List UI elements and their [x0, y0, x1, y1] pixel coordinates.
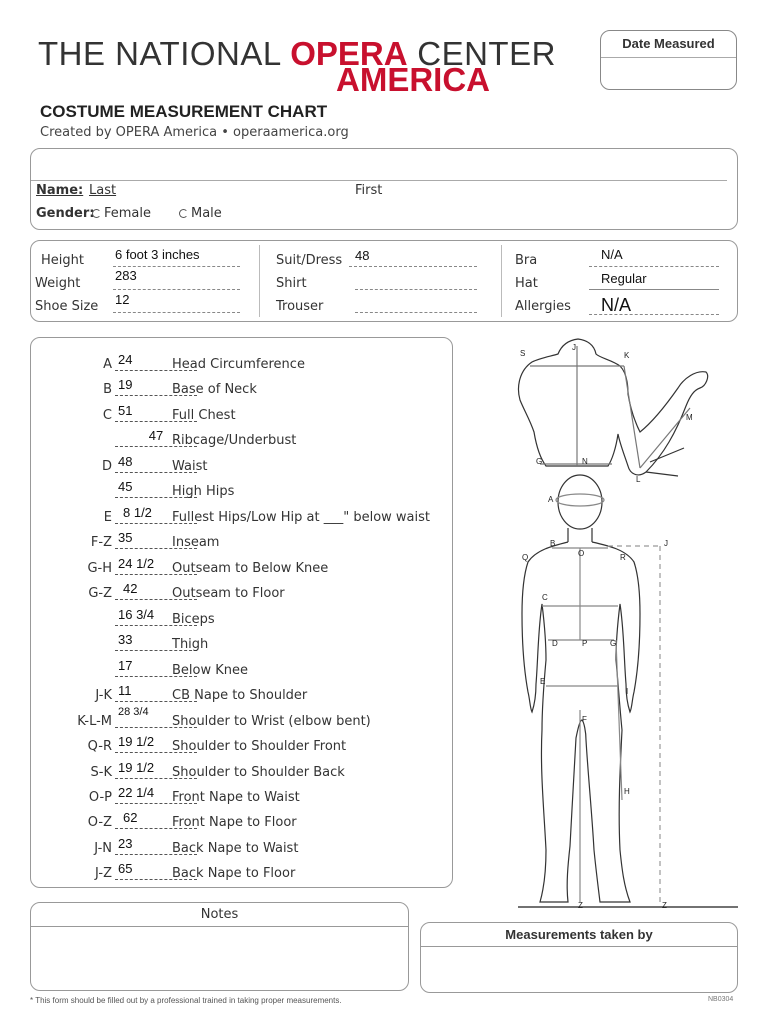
figure-label: J — [572, 343, 576, 352]
figure-label: H — [624, 787, 630, 796]
measurement-code: A — [103, 357, 112, 372]
logo-text-opera: OPERA — [290, 35, 408, 72]
figure-label: R — [620, 553, 626, 562]
weight-label: Weight — [35, 276, 81, 291]
figure-label: E — [540, 677, 546, 686]
figure-label: Z — [578, 901, 583, 910]
measurement-code: B — [103, 382, 112, 397]
measurement-code: K-L-M — [77, 714, 112, 729]
measurement-label: Fullest Hips/Low Hip at ___" below waist — [172, 510, 430, 525]
measurement-value[interactable]: 47 — [148, 428, 164, 443]
allergies-label: Allergies — [515, 299, 571, 314]
measurement-value[interactable]: 23 — [118, 836, 133, 851]
measurement-label: Shoulder to Wrist (elbow bent) — [172, 714, 371, 729]
hat-label: Hat — [515, 276, 538, 291]
bra-label: Bra — [515, 253, 538, 268]
measurement-value[interactable]: 62 — [123, 810, 138, 825]
gender-label: Gender: — [36, 206, 95, 221]
female-radio-icon[interactable] — [92, 209, 101, 218]
figure-label: I — [626, 687, 629, 696]
measurement-value[interactable]: 65 — [118, 861, 133, 876]
front-body-diagram — [500, 470, 738, 915]
measurement-row — [31, 473, 454, 497]
figure-label: K — [624, 351, 630, 360]
figure-label: M — [686, 413, 693, 422]
measurement-row — [31, 855, 454, 879]
measurement-label: Base of Neck — [172, 382, 257, 397]
measurement-row — [31, 779, 454, 803]
measurement-value[interactable]: 17 — [118, 658, 133, 673]
name-section — [30, 148, 738, 230]
back-torso-diagram — [500, 336, 730, 491]
measurement-value[interactable]: 24 — [118, 352, 133, 367]
measurement-code: F-Z — [90, 535, 112, 550]
figure-label: C — [542, 593, 548, 602]
measurement-row — [31, 754, 454, 778]
female-label: Female — [104, 206, 152, 221]
measurement-code: D — [101, 459, 112, 474]
trouser-label: Trouser — [276, 299, 324, 314]
measurement-label: Ribcage/Underbust — [172, 433, 297, 448]
weight-value[interactable]: 283 — [115, 268, 137, 283]
figure-label: N — [582, 457, 588, 466]
measurement-label: Head Circumference — [172, 357, 305, 372]
hat-value[interactable]: Regular — [601, 271, 647, 286]
measurement-value[interactable]: 19 1/2 — [118, 734, 155, 749]
measurement-value[interactable]: 33 — [118, 632, 133, 647]
figure-label: Q — [522, 553, 529, 562]
date-measured-box[interactable] — [600, 30, 737, 90]
first-name-label[interactable]: First — [355, 183, 383, 198]
page-title: COSTUME MEASUREMENT CHART — [40, 102, 328, 121]
measurement-value[interactable]: 35 — [118, 530, 133, 545]
measurement-code: J-Z — [95, 866, 112, 881]
figure-label: S — [520, 349, 526, 358]
allergies-value[interactable]: N/A — [601, 295, 632, 315]
suit-dress-value[interactable]: 48 — [355, 248, 370, 263]
measurement-value[interactable]: 48 — [118, 454, 133, 469]
measurement-value[interactable]: 51 — [118, 403, 133, 418]
measurement-row — [31, 652, 454, 676]
measurement-label: Outseam to Floor — [172, 586, 285, 601]
measurement-label: Full Chest — [172, 408, 236, 423]
measurement-value[interactable]: 28 3/4 — [118, 706, 149, 718]
measurement-row — [31, 728, 454, 752]
measurement-code: C — [102, 408, 112, 423]
logo-text-center: CENTER — [407, 35, 556, 72]
gender-male-option[interactable] — [171, 206, 222, 221]
figure-label: L — [636, 475, 641, 484]
figure-label: A — [548, 495, 554, 504]
measurement-row — [31, 397, 454, 421]
bra-value[interactable]: N/A — [601, 247, 623, 262]
measurement-row — [31, 601, 454, 625]
measurement-code: G-Z — [88, 586, 112, 601]
measurement-label: Back Nape to Floor — [172, 866, 296, 881]
measurements-taken-by-box[interactable] — [420, 922, 738, 993]
shirt-label: Shirt — [276, 276, 307, 291]
logo-text-a: THE NATIONAL — [38, 35, 291, 72]
measurement-code: G-H — [87, 561, 112, 576]
measurement-row — [31, 448, 454, 472]
measurement-code: Q-R — [87, 739, 112, 754]
measurement-row — [31, 830, 454, 854]
shoe-size-value[interactable]: 12 — [115, 292, 130, 307]
measurement-label: CB Nape to Shoulder — [172, 688, 308, 703]
figure-label: F — [582, 715, 587, 724]
height-value[interactable]: 6 foot 3 inches — [115, 247, 200, 262]
measurement-row — [31, 524, 454, 548]
figure-label: Z — [662, 901, 667, 910]
measurement-code: S-K — [90, 765, 112, 780]
measurement-code: O-P — [88, 790, 112, 805]
measurement-value[interactable]: 22 1/4 — [118, 785, 155, 800]
measurement-label: Inseam — [172, 535, 220, 550]
figure-label: J — [664, 539, 668, 548]
measurement-label: High Hips — [172, 484, 235, 499]
measurement-row — [31, 677, 454, 701]
footnote: * This form should be filled out by a professional trained in taking proper measurements. — [30, 996, 342, 1005]
measurement-label: Shoulder to Shoulder Front — [172, 739, 347, 754]
figure-label: D — [552, 639, 558, 648]
measurement-value[interactable]: 42 — [123, 581, 138, 596]
basic-info-section — [30, 240, 738, 322]
measurement-label: Thigh — [172, 637, 209, 652]
male-radio-icon[interactable] — [179, 209, 188, 218]
measurement-code: O-Z — [87, 815, 112, 830]
measurement-row — [31, 371, 454, 395]
male-label: Male — [191, 206, 222, 221]
measurement-label: Below Knee — [172, 663, 249, 678]
measurement-row — [31, 422, 454, 446]
shoe-size-label: Shoe Size — [35, 299, 99, 314]
measurement-value[interactable]: 19 — [118, 377, 133, 392]
logo-text-america: AMERICA — [336, 61, 490, 98]
measurement-row — [31, 703, 454, 727]
measurement-value[interactable]: 45 — [118, 479, 133, 494]
height-label: Height — [41, 253, 84, 268]
gender-female-option[interactable] — [84, 206, 151, 221]
form-number: NB0304 — [708, 996, 734, 1003]
notes-label: Notes — [31, 903, 408, 927]
measurement-label: Waist — [172, 459, 208, 474]
measurement-value[interactable]: 24 1/2 — [118, 556, 155, 571]
measurement-label: Front Nape to Waist — [172, 790, 300, 805]
last-name-label[interactable]: Last — [89, 183, 117, 198]
measurement-label: Outseam to Below Knee — [172, 561, 329, 576]
measurement-label: Shoulder to Shoulder Back — [172, 765, 345, 780]
figure-label: B — [550, 539, 556, 548]
measurements-section — [30, 337, 453, 888]
notes-box[interactable] — [30, 902, 409, 991]
measurement-label: Front Nape to Floor — [172, 815, 297, 830]
measurement-row — [31, 346, 454, 370]
figure-label: P — [582, 639, 588, 648]
name-label: Name: — [36, 183, 84, 198]
measurement-code: J-K — [95, 688, 112, 703]
measurement-row — [31, 575, 454, 599]
page-subtitle: Created by OPERA America • operaamerica.org — [40, 125, 349, 140]
measurement-value[interactable]: 11 — [118, 683, 132, 698]
measurement-value[interactable]: 19 1/2 — [118, 760, 155, 775]
figure-label: G — [536, 457, 543, 466]
measurement-row — [31, 550, 454, 574]
measurement-label: Biceps — [172, 612, 215, 627]
measurement-row — [31, 499, 454, 523]
suit-dress-label: Suit/Dress — [276, 253, 343, 268]
measurement-row — [31, 626, 454, 650]
figure-label: O — [578, 549, 585, 558]
measurements-taken-by-label: Measurements taken by — [421, 923, 737, 947]
measurement-label: Back Nape to Waist — [172, 841, 299, 856]
measurement-value[interactable]: 16 3/4 — [118, 607, 155, 622]
measurement-code: E — [103, 510, 112, 525]
date-measured-label: Date Measured — [622, 36, 715, 51]
measurement-row — [31, 804, 454, 828]
measurement-code: J-N — [94, 841, 112, 856]
measurement-value[interactable]: 8 1/2 — [123, 505, 152, 520]
figure-label: G — [610, 639, 617, 648]
